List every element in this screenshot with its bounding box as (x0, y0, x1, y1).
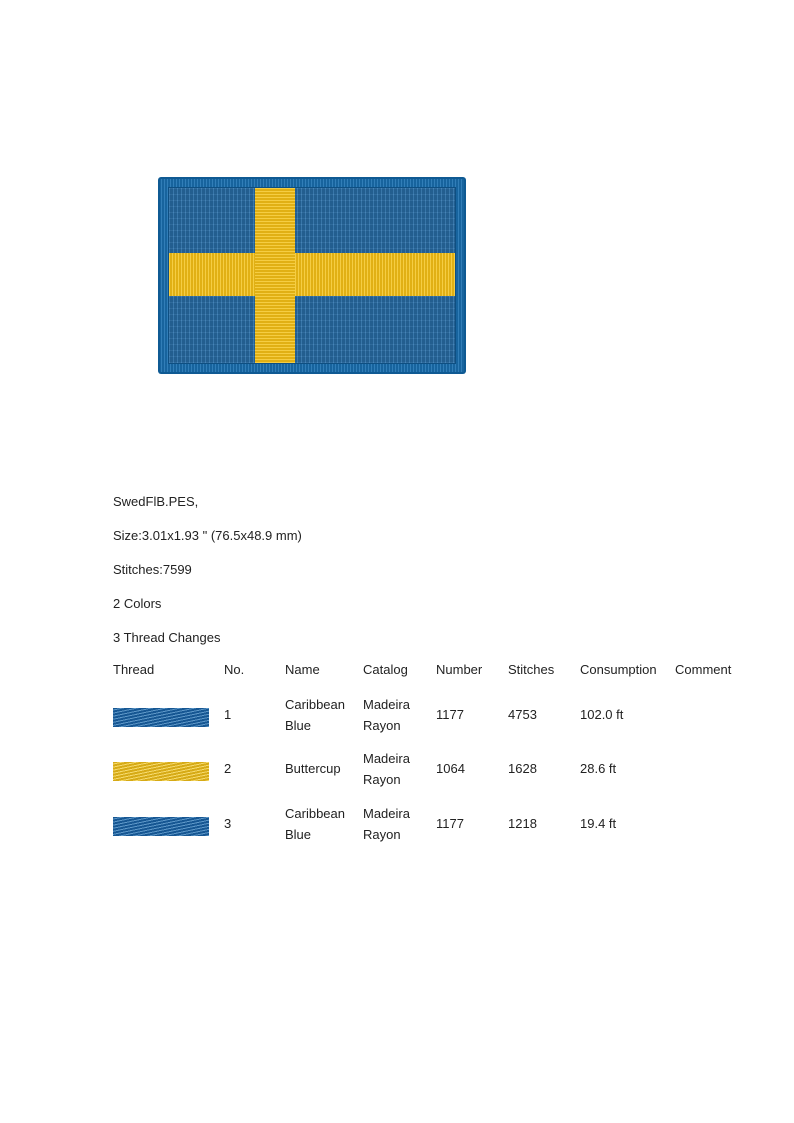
header-consumption: Consumption (580, 662, 657, 677)
header-thread: Thread (113, 662, 155, 677)
cell-catalog: Madeira Rayon (363, 751, 410, 787)
design-stitches: Stitches:7599 (113, 562, 192, 577)
cell-number: 1064 (436, 761, 465, 776)
cell-stitches: 1628 (508, 761, 537, 776)
cell-catalog: Madeira Rayon (363, 697, 410, 733)
design-colors: 2 Colors (113, 596, 162, 611)
cell-stitches: 4753 (508, 707, 537, 722)
design-file-name: SwedFlB.PES, (113, 494, 199, 509)
thread-table (113, 660, 753, 860)
embroidery-preview-flag (158, 177, 466, 374)
header-name: Name (285, 662, 320, 677)
table-row (113, 802, 753, 846)
table-row (113, 693, 753, 737)
thread-swatch-caribbean-blue (113, 708, 209, 727)
cell-no: 3 (224, 816, 232, 831)
cell-no: 2 (224, 761, 232, 776)
design-size: Size:3.01x1.93 " (76.5x48.9 mm) (113, 528, 302, 543)
flag-cross-vertical (255, 188, 295, 363)
thread-swatch-buttercup (113, 762, 209, 781)
cell-stitches: 1218 (508, 816, 537, 831)
header-comment: Comment (675, 662, 732, 677)
flag-cross-horizontal (169, 253, 455, 296)
header-stitches: Stitches (508, 662, 555, 677)
design-thread-changes: 3 Thread Changes (113, 630, 221, 645)
table-row (113, 747, 753, 791)
cell-consumption: 19.4 ft (580, 816, 617, 831)
thread-swatch-caribbean-blue (113, 817, 209, 836)
cell-consumption: 102.0 ft (580, 707, 624, 722)
cell-name: Caribbean Blue (285, 697, 345, 733)
cell-number: 1177 (436, 816, 464, 831)
cell-number: 1177 (436, 707, 464, 722)
header-number: Number (436, 662, 483, 677)
cell-name: Buttercup (285, 761, 341, 776)
flag-field (169, 188, 455, 363)
cell-catalog: Madeira Rayon (363, 806, 410, 842)
header-no: No. (224, 662, 245, 677)
cell-name: Caribbean Blue (285, 806, 345, 842)
header-catalog: Catalog (363, 662, 408, 677)
cell-consumption: 28.6 ft (580, 761, 617, 776)
cell-no: 1 (224, 707, 232, 722)
